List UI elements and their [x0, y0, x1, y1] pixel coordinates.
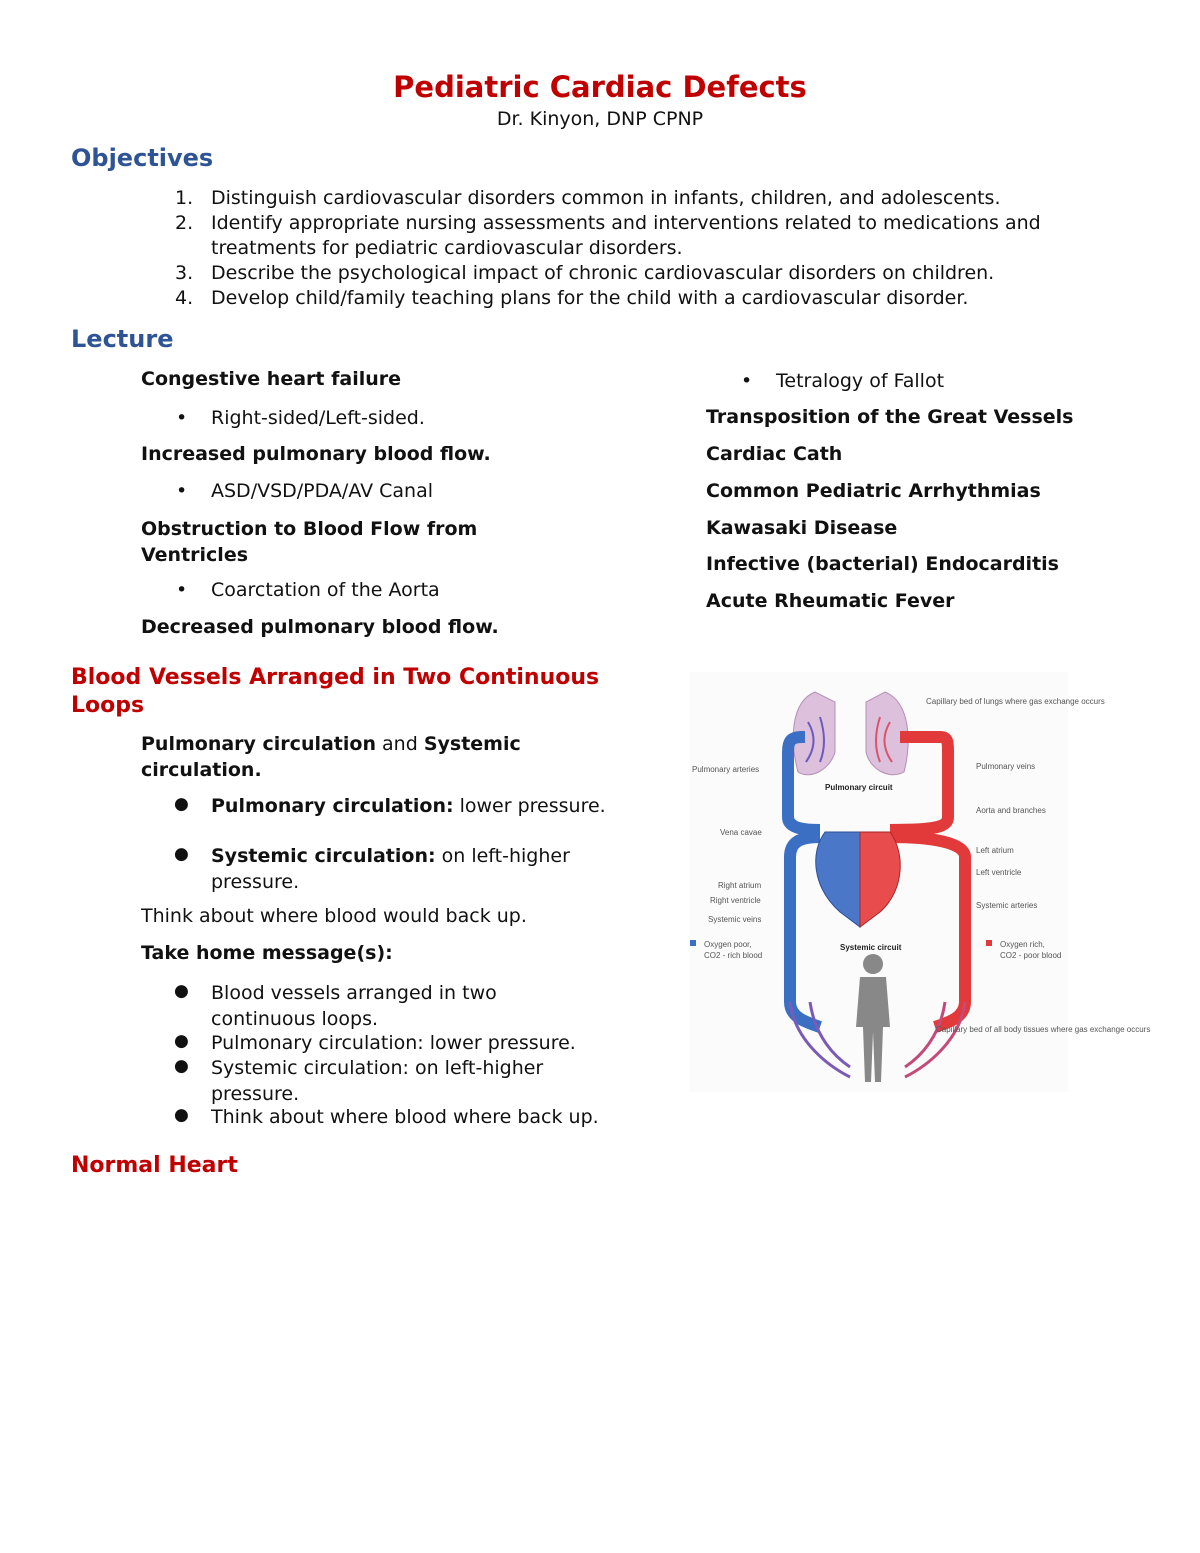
topic-increased-flow: Increased pulmonary blood flow.: [141, 443, 491, 465]
label-co2-poor: CO2 - poor blood: [1000, 951, 1062, 960]
topic-obstruction: Obstruction to Blood Flow from Ventricles: [141, 518, 478, 566]
topic-decreased-flow: Decreased pulmonary blood flow.: [141, 616, 499, 638]
objectives-heading: Objectives: [71, 144, 214, 172]
bullet-dot: •: [176, 480, 188, 502]
systemic-circulation-point: Systemic circulation: on left-higher pressure.: [211, 845, 570, 893]
label-pulmonary-circuit: Pulmonary circuit: [825, 783, 893, 792]
label-capillary-lungs: Capillary bed of lungs where gas exchange occurs: [926, 697, 1105, 706]
bullet-dot: ●: [174, 794, 189, 814]
circulation-intro: Pulmonary circulation and Systemic circulation.: [141, 733, 521, 781]
think-line: Think about where blood would back up.: [141, 905, 527, 927]
label-aorta: Aorta and branches: [976, 806, 1046, 815]
objectives-list: [71, 186, 1131, 311]
label-left-ventricle: Left ventricle: [976, 868, 1022, 877]
objective-item: 2. Identify appropriate nursing assessments and interventions related to medications and treatments for pediatric cardiovascular disorders.: [175, 212, 1041, 259]
bullet-dot: ●: [174, 1031, 189, 1051]
objective-item: 3. Describe the psychological impact of chronic cardiovascular disorders on children.: [175, 262, 995, 284]
subtopic-tof: Tetralogy of Fallot: [776, 370, 945, 392]
take-home-item: Blood vessels arranged in two continuous loops.: [211, 982, 497, 1030]
bullet-dot: ●: [174, 1105, 189, 1125]
topic-item: Acute Rheumatic Fever: [706, 590, 955, 612]
bullet-dot: •: [741, 370, 753, 392]
bullet-dot: ●: [174, 844, 189, 864]
bullet-dot: ●: [174, 981, 189, 1001]
label-vena-cavae: Vena cavae: [720, 828, 762, 837]
label-pulmonary-veins: Pulmonary veins: [976, 762, 1036, 771]
label-systemic-arteries: Systemic arteries: [976, 901, 1038, 910]
label-systemic-veins: Systemic veins: [708, 915, 762, 924]
take-home-heading: Take home message(s):: [141, 942, 393, 964]
label-capillary-body: Capillary bed of all body tissues where gas exchange occurs: [936, 1025, 1151, 1034]
objective-item: 1. Distinguish cardiovascular disorders common in infants, children, and adolescents.: [175, 187, 1001, 209]
take-home-item: Systemic circulation: on left-higher pressure.: [211, 1057, 544, 1105]
topic-item: Transposition of the Great Vessels: [706, 406, 1074, 428]
figure-head: [863, 954, 883, 974]
label-left-atrium: Left atrium: [976, 846, 1014, 855]
topic-item: Kawasaki Disease: [706, 517, 898, 539]
legend-oxygen-poor-swatch: [690, 940, 696, 946]
bullet-dot: •: [176, 407, 188, 429]
blood-vessels-heading: Blood Vessels Arranged in Two Continuous Loops: [71, 665, 600, 718]
take-home-item: Think about where blood where back up.: [211, 1106, 599, 1128]
subtopic-increased-flow: ASD/VSD/PDA/AV Canal: [211, 480, 434, 502]
label-systemic-circuit: Systemic circuit: [840, 943, 902, 952]
subtopic-obstruction: Coarctation of the Aorta: [211, 579, 440, 601]
pulmonary-circulation-point: Pulmonary circulation: lower pressure.: [211, 795, 606, 817]
label-oxygen-poor: Oxygen poor,: [704, 940, 752, 949]
bullet-dot: ●: [174, 1056, 189, 1076]
topic-item: Infective (bacterial) Endocarditis: [706, 553, 1059, 575]
legend-oxygen-rich-swatch: [986, 940, 992, 946]
objective-item: 4. Develop child/family teaching plans for the child with a cardiovascular disorder.: [175, 287, 969, 309]
label-oxygen-rich: Oxygen rich,: [1000, 940, 1045, 949]
topic-item: Common Pediatric Arrhythmias: [706, 480, 1041, 502]
label-pulmonary-arteries: Pulmonary arteries: [692, 765, 760, 774]
circulation-diagram: [690, 672, 1151, 1092]
page-title: Pediatric Cardiac Defects: [393, 70, 807, 104]
lecture-heading: Lecture: [71, 325, 174, 353]
author-line: Dr. Kinyon, DNP CPNP: [496, 108, 704, 130]
label-co2-rich: CO2 - rich blood: [704, 951, 763, 960]
subtopic-chf: Right-sided/Left-sided.: [211, 407, 425, 429]
topic-chf: Congestive heart failure: [141, 368, 401, 390]
label-right-atrium: Right atrium: [718, 881, 762, 890]
bullet-dot: •: [176, 579, 188, 601]
label-right-ventricle: Right ventricle: [710, 896, 761, 905]
normal-heart-heading: Normal Heart: [71, 1153, 238, 1178]
topic-item: Cardiac Cath: [706, 443, 843, 465]
take-home-item: Pulmonary circulation: lower pressure.: [211, 1032, 576, 1054]
